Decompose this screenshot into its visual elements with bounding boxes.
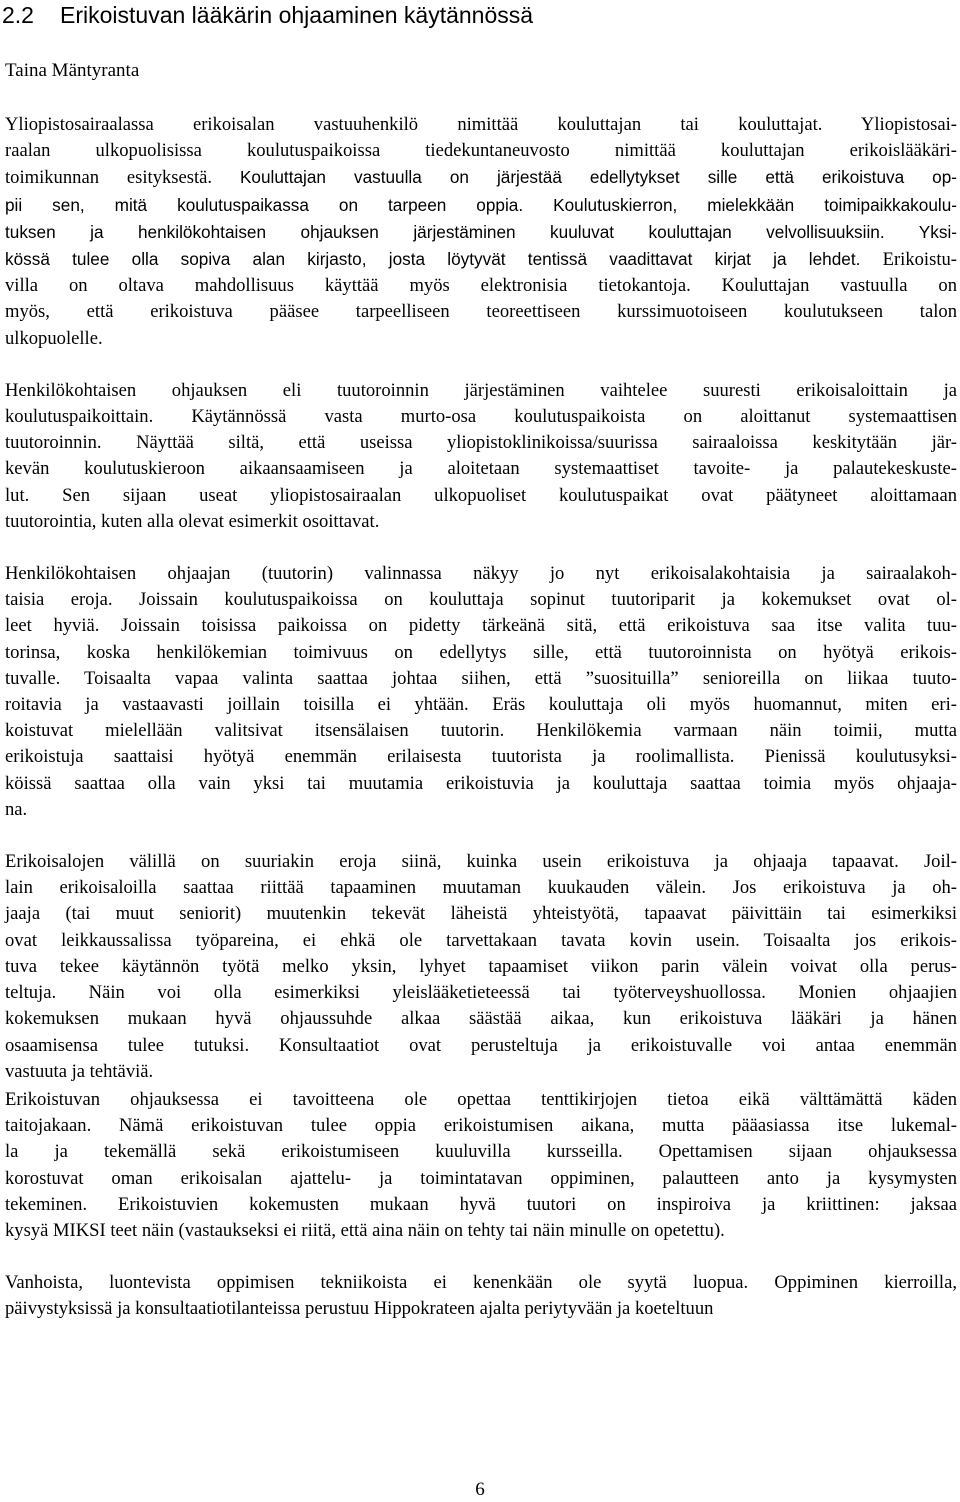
text-line [5, 219, 957, 246]
text-run: päivystyksissä ja konsultaatiotilanteissa perustuu Hippokrateen ajalta periytyvään ja koeteltuun [5, 1298, 714, 1320]
text-run: osaamisensa tulee tutuksi. Konsultaatiot ovat perusteltuja ja erikoistuvalle voi antaa enemmän [5, 1034, 957, 1056]
paragraph [5, 849, 957, 1085]
text-run: myös, että erikoistuva pääsee tarpeelliseen teoreettiseen kurssimuotoiseen koulutukseen talon [5, 301, 957, 323]
sans-text-run: Kouluttajan vastuulla on järjestää edellytykset sille että erikoistuva op- [239, 167, 957, 188]
text-line [5, 1166, 957, 1192]
paragraph [5, 1087, 957, 1244]
text-line [5, 1218, 957, 1244]
text-line [5, 901, 957, 927]
body-text [5, 112, 957, 1323]
text-run: leet hyviä. Joissain toisissa paikoissa on pidetty tärkeänä sitä, että erikoistuva saa itse valita tuu- [5, 615, 957, 637]
text-line [5, 980, 957, 1006]
text-run: kevän koulutuskieroon aikaansaamiseen ja aloitetaan systemaattiset tavoite- ja palautekeskuste- [5, 458, 957, 480]
text-run: Vanhoista, luontevista oppimisen tekniikoista ei kenenkään ole syytä luopua. Oppiminen kierroilla, [5, 1272, 957, 1294]
text-line [5, 456, 957, 482]
text-line [5, 1192, 957, 1218]
text-line [5, 640, 957, 666]
text-line [5, 1033, 957, 1059]
text-line [5, 430, 957, 456]
text-line [5, 587, 957, 613]
text-line [5, 928, 957, 954]
text-line [5, 666, 957, 692]
text-run: la ja tekemällä sekä erikoistumiseen kuuluvilla kursseilla. Opettamisen sijaan ohjauksessa [5, 1141, 957, 1163]
text-run: koistuvat mielellään valitsivat itsensälaisen tuutorin. Henkilökemia varmaan näin toimii, mutta [5, 720, 957, 742]
text-run: lut. Sen sijaan useat yliopistosairaalan ulkopuoliset koulutuspaikat ovat päätyneet aloittamaan [5, 484, 957, 506]
text-run: kysyä MIKSI teet näin (vastaukseksi ei riitä, että aina näin on tehty tai näin minulle on opetettu). [5, 1219, 725, 1241]
text-line [5, 112, 957, 138]
text-run: vastuuta ja tehtäviä. [5, 1060, 154, 1082]
paragraph [5, 112, 957, 352]
text-run: tuutoroinnin. Näyttää siltä, että useissa yliopistoklinikoissa/suurissa sairaaloissa keskitytään jär- [5, 432, 957, 454]
text-line [5, 509, 957, 535]
text-run: Henkilökohtaisen ohjauksen eli tuutoroinnin järjestäminen vaihtelee suuresti erikoisaloittain ja [5, 379, 957, 401]
section-title: Erikoistuvan lääkärin ohjaaminen käytännössä [60, 2, 534, 28]
text-line [5, 797, 957, 823]
text-run: ulkopuolelle. [5, 327, 103, 349]
text-run: torinsa, koska henkilökemian toimivuus on edellytys sille, että tuutoroinnista on hyötyä erikois- [5, 641, 957, 663]
author-name: Taina Mäntyranta [5, 60, 140, 81]
paragraph-gap [5, 352, 957, 378]
text-run: Erikoistuvan ohjauksessa ei tavoitteena ole opettaa tenttikirjojen tietoa eikä välttämättä käden [5, 1088, 957, 1110]
text-line [5, 718, 957, 744]
text-line [5, 771, 957, 797]
text-run: Yliopistosairaalassa erikoisalan vastuuhenkilö nimittää kouluttajan tai kouluttajat. Yliopistosai- [5, 114, 957, 135]
text-run: lain erikoisaloilla saattaa riittää tapaaminen muutaman kuukauden välein. Jos erikoistuva ja oh- [5, 877, 957, 899]
text-line [5, 273, 957, 299]
text-line [5, 875, 957, 901]
text-run: na. [5, 798, 28, 820]
sans-text-run: tuksen ja henkilökohtaisen ohjauksen järjestäminen kuuluvat kouluttajan velvollisuuksiin. Yksi- [5, 221, 957, 242]
paragraph-gap [5, 535, 957, 561]
text-run: tuutorointia, kuten alla olevat esimerkit osoittavat. [5, 510, 380, 532]
text-run: tuva tekee käytännön työtä melko yksin, lyhyet tapaamiset viikon parin välein voivat olla perus- [5, 955, 957, 977]
paragraph-gap [5, 823, 957, 849]
text-line [5, 1296, 957, 1322]
text-run: Erikoisalojen välillä on suuriakin eroja siinä, kuinka usein erikoistuva ja ohjaaja tapaavat. Joil- [5, 851, 957, 873]
text-line [5, 1006, 957, 1032]
text-run: korostuvat oman erikoisalan ajattelu- ja toimintatavan oppiminen, palautteen anto ja kysymysten [5, 1167, 957, 1189]
text-run: teltuja. Näin voi olla esimerkiksi yleislääketieteessä tai työterveyshuollossa. Monien ohjaajien [5, 982, 957, 1004]
text-run: koulutuspaikoittain. Käytännössä vasta murto-osa koulutuspaikoista on aloittanut systemaattisen [5, 406, 957, 428]
text-line [5, 954, 957, 980]
text-line [5, 692, 957, 718]
text-run: kokemuksen mukaan hyvä ohjaussuhde alkaa säästää aikaa, kun erikoistuva lääkäri ja hänen [5, 1008, 957, 1030]
text-line [5, 1059, 957, 1085]
section-number: 2.2 [2, 2, 34, 28]
text-run: tekeminen. Erikoistuvien kokemusten mukaan hyvä tuutori on inspiroiva ja kriittinen: jaksaa [5, 1193, 957, 1215]
paragraph [5, 1270, 957, 1322]
text-run: erikoistuja saattaisi hyötyä enemmän erilaisesta tuutorista ja roolimallista. Pienissä koulutusyksi- [5, 746, 957, 768]
sans-text-run: kössä tulee olla sopiva alan kirjasto, josta löytyvät tentissä vaadittavat kirjat ja lehdet. [5, 249, 883, 270]
text-line [5, 1139, 957, 1165]
paragraph-gap [5, 1244, 957, 1270]
text-run: ovat leikkaussalissa työpareina, ei ehkä ole tarvettakaan tavata kovin usein. Toisaalta jos erikois- [5, 929, 957, 951]
text-run: tuvalle. Toisaalta vapaa valinta saattaa johtaa siihen, että ”suosituilla” senioreilla on liikaa tuuto- [5, 667, 957, 689]
sans-text-run: pii sen, mitä koulutuspaikassa on tarpeen oppia. Koulutuskierron, mielekkään toimipaikkakoulu- [5, 194, 957, 215]
text-run: raalan ulkopuolisissa koulutuspaikoissa tiedekuntaneuvosto nimittää kouluttajan erikoislääkäri- [5, 140, 957, 162]
text-line [5, 1087, 957, 1113]
text-line [5, 561, 957, 587]
text-run: toimikunnan esityksestä. [5, 167, 240, 189]
text-run: jaaja (tai muut seniorit) muutenkin tekevät läheistä yhteistyötä, tapaavat päivittäin tai esimerkiksi [5, 903, 957, 925]
page-number: 6 [475, 1479, 485, 1500]
text-run: taisia eroja. Joissain koulutuspaikoissa on kouluttaja sopinut tuutoriparit ja kokemukset ovat ol- [5, 589, 957, 611]
text-line [5, 192, 957, 219]
text-line [5, 299, 957, 325]
paragraph [5, 378, 957, 535]
text-line [5, 164, 957, 191]
text-line [5, 246, 957, 273]
text-run: köissä saattaa olla vain yksi tai muutamia erikoistuvia ja kouluttaja saattaa toimia myös ohjaaja- [5, 772, 957, 794]
text-run: Henkilökohtaisen ohjaajan (tuutorin) valinnassa näkyy jo nyt erikoisalakohtaisia ja sairaalakoh- [5, 563, 957, 585]
text-run: taitojakaan. Nämä erikoistuvan tulee oppia erikoistumisen aikana, mutta pääasiassa itse lukemal- [5, 1115, 957, 1137]
text-line [5, 378, 957, 404]
text-run: villa on oltava mahdollisuus käyttää myös elektronisia tietokantoja. Kouluttajan vastuulla on [5, 275, 957, 297]
section-heading [2, 0, 533, 30]
text-line [5, 744, 957, 770]
paragraph [5, 561, 957, 823]
text-line [5, 326, 957, 352]
text-line [5, 1113, 957, 1139]
text-line [5, 483, 957, 509]
text-run: Erikoistu- [882, 249, 957, 271]
text-line [5, 404, 957, 430]
text-line [5, 613, 957, 639]
text-run: roitavia ja vastaavasti joillain toisilla ei yhtään. Eräs kouluttaja oli myös huomannut, miten eri- [5, 694, 957, 716]
text-line [5, 1270, 957, 1296]
text-line [5, 849, 957, 875]
text-line [5, 138, 957, 164]
